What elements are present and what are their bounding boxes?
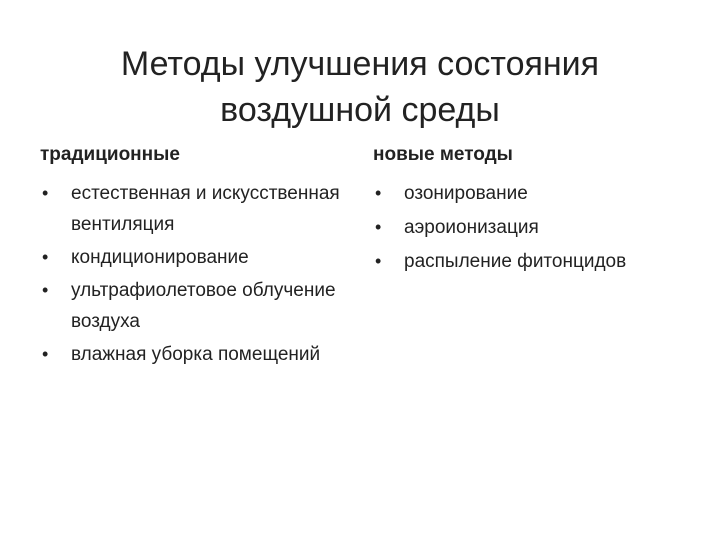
- bullet-icon: •: [42, 280, 49, 300]
- list-item: [373, 178, 693, 209]
- new-methods-heading: новые методы: [373, 144, 513, 165]
- bullet-icon: •: [42, 344, 49, 364]
- slide-title-line-1: Методы улучшения состояния: [120, 44, 600, 83]
- traditional-methods-column: [40, 142, 360, 372]
- list-item-text: озонирование: [404, 183, 528, 204]
- list-item-text: естественная и искусственная вентиляция: [71, 183, 340, 235]
- list-item: [40, 178, 360, 240]
- bullet-icon: •: [42, 247, 49, 267]
- new-methods-column: [373, 142, 693, 280]
- list-item-text: кондиционирование: [71, 247, 249, 268]
- list-item: [40, 275, 360, 337]
- bullet-icon: •: [375, 217, 382, 237]
- list-item-text: аэроионизация: [404, 217, 539, 238]
- traditional-methods-list: [40, 178, 360, 370]
- new-methods-list: [373, 178, 693, 277]
- bullet-icon: •: [375, 251, 382, 271]
- list-item-text: распыление фитонцидов: [404, 251, 627, 272]
- bullet-icon: •: [375, 183, 382, 203]
- bullet-icon: •: [42, 183, 49, 203]
- list-item-text: ультрафиолетовое облучение воздуха: [71, 280, 336, 332]
- list-item-text: влажная уборка помещений: [71, 344, 321, 365]
- list-item: [373, 246, 693, 277]
- list-item: [40, 339, 360, 370]
- slide-title: [60, 41, 660, 133]
- traditional-methods-heading: традиционные: [40, 144, 180, 165]
- list-item: [373, 212, 693, 243]
- slide-title-line-2: воздушной среды: [220, 90, 500, 129]
- list-item: [40, 242, 360, 273]
